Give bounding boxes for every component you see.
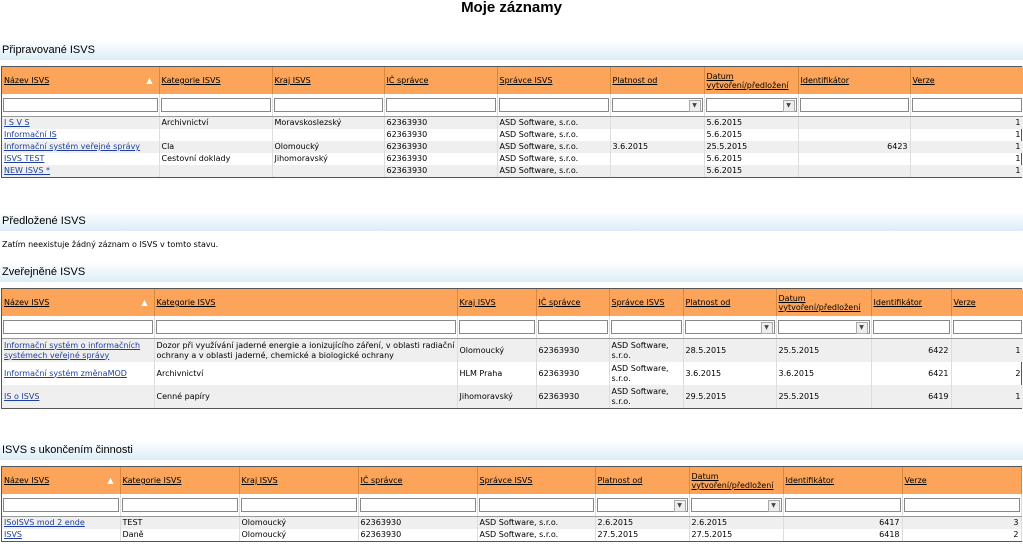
filter-cell	[798, 94, 910, 117]
cell-spravce-isvs: ASD Software, s.r.o.	[497, 153, 610, 165]
filter-cell	[610, 94, 704, 117]
col-header-identifikator[interactable]	[871, 289, 951, 316]
cell-identifikator: 6418	[783, 529, 902, 541]
isvs-name-link[interactable]: Informační systém změnaMOD	[4, 368, 127, 378]
col-header-identifikator[interactable]	[798, 67, 910, 94]
col-header-spravce-isvs[interactable]	[477, 467, 595, 494]
cell-datum-vytvoreni-predlozeni: 5.6.2015	[704, 153, 798, 165]
filter-cell	[477, 494, 595, 517]
filter-input-kategorie-isvs[interactable]	[161, 98, 271, 112]
col-header-nazev-isvs[interactable]	[2, 67, 159, 94]
cell-spravce-isvs: ASD Software, s.r.o.	[609, 385, 683, 408]
col-header-label[interactable]: Kategorie ISVS	[122, 476, 182, 485]
sort-ascending-icon[interactable]: ▲	[141, 298, 148, 307]
col-header-kraj-isvs[interactable]	[272, 67, 384, 94]
cell-identifikator	[798, 153, 910, 165]
table-row	[2, 385, 1023, 408]
filter-cell	[159, 94, 272, 117]
cell-kraj-isvs: Olomoucký	[272, 141, 384, 153]
cell-ic-spravce: 62363930	[384, 141, 497, 153]
cell-datum-vytvoreni-predlozeni: 2.6.2015	[689, 517, 783, 530]
cell-kategorie-isvs: Daně	[120, 529, 239, 541]
cell-kraj-isvs: Olomoucký	[457, 339, 536, 363]
cell-identifikator: 6419	[871, 385, 951, 408]
cell-spravce-isvs: ASD Software, s.r.o.	[609, 339, 683, 363]
cell-kategorie-isvs: Cla	[159, 141, 272, 153]
cell-verze: 1	[910, 141, 1023, 153]
cell-kategorie-isvs: Archivnictví	[154, 362, 457, 385]
published-isvs-grid	[1, 288, 1022, 409]
sort-ascending-icon[interactable]: ▲	[107, 476, 114, 485]
sort-ascending-icon[interactable]: ▲	[146, 76, 153, 85]
cell-platnost-od: 3.6.2015	[610, 141, 704, 153]
col-header-nazev-isvs[interactable]	[2, 289, 154, 316]
cell-verze: 2	[951, 362, 1023, 385]
filter-input-kategorie-isvs[interactable]	[122, 498, 238, 512]
cell-nazev-isvs[interactable]	[2, 362, 154, 385]
chevron-down-icon[interactable]: ▼	[761, 322, 773, 334]
cell-kategorie-isvs: Cestovní doklady	[159, 153, 272, 165]
empty-message: Zatím neexistuje žádný záznam o ISVS v tomto stavu.	[2, 240, 219, 249]
col-header-label[interactable]: Datum vytvoření/předložení	[691, 471, 774, 490]
col-header-label[interactable]: IČ správce	[360, 476, 403, 485]
col-header-kraj-isvs[interactable]	[239, 467, 358, 494]
filter-select-datum-vytvoreni-predlozeni[interactable]	[778, 320, 870, 334]
col-header-datum-vytvoreni-predlozeni[interactable]	[689, 467, 783, 494]
col-header-label[interactable]: Kategorie ISVS	[156, 298, 216, 307]
ended-isvs-grid	[1, 466, 1022, 542]
cell-spravce-isvs: ASD Software, s.r.o.	[497, 129, 610, 141]
section-header-submitted: Předložené ISVS	[0, 211, 1023, 231]
cell-platnost-od	[610, 153, 704, 165]
filter-cell	[154, 316, 457, 339]
table-row	[2, 362, 1023, 385]
cell-verze: 2	[902, 529, 1021, 541]
col-header-label[interactable]: Identifikátor	[800, 76, 850, 85]
cell-ic-spravce: 62363930	[358, 517, 477, 530]
cell-nazev-isvs[interactable]	[2, 385, 154, 408]
cell-spravce-isvs: ASD Software, s.r.o.	[497, 141, 610, 153]
cell-identifikator: 6417	[783, 517, 902, 530]
filter-input-ic-spravce[interactable]	[386, 98, 496, 112]
cell-nazev-isvs[interactable]	[2, 165, 159, 177]
chevron-down-icon[interactable]: ▼	[768, 500, 780, 512]
cell-kategorie-isvs: TEST	[120, 517, 239, 530]
col-header-verze[interactable]	[902, 467, 1021, 494]
cell-datum-vytvoreni-predlozeni: 5.6.2015	[704, 117, 798, 130]
filter-input-ic-spravce[interactable]	[538, 320, 608, 334]
col-header-label[interactable]: Kategorie ISVS	[161, 76, 221, 85]
filter-cell	[609, 316, 683, 339]
col-header-label[interactable]: IČ správce	[538, 298, 581, 307]
cell-spravce-isvs: ASD Software, s.r.o.	[497, 117, 610, 130]
cell-spravce-isvs: ASD Software, s.r.o.	[477, 529, 595, 541]
cell-ic-spravce: 62363930	[384, 117, 497, 130]
col-header-label[interactable]: Správce ISVS	[499, 76, 553, 85]
filter-select-platnost-od[interactable]	[612, 98, 703, 112]
cell-nazev-isvs[interactable]	[2, 117, 159, 130]
col-header-label[interactable]: Datum vytvoření/předložení	[778, 293, 861, 312]
col-header-ic-spravce[interactable]	[358, 467, 477, 494]
col-header-label[interactable]: Platnost od	[612, 76, 658, 85]
page-title: Moje záznamy	[461, 0, 562, 16]
filter-cell	[689, 494, 783, 517]
cell-platnost-od: 29.5.2015	[683, 385, 776, 408]
filter-input-kraj-isvs[interactable]	[274, 98, 383, 112]
cell-ic-spravce: 62363930	[384, 153, 497, 165]
filter-input-kraj-isvs[interactable]	[241, 498, 357, 512]
filter-cell	[704, 94, 798, 117]
col-header-label[interactable]: Správce ISVS	[479, 476, 533, 485]
cell-spravce-isvs: ASD Software, s.r.o.	[477, 517, 595, 530]
col-header-platnost-od[interactable]	[610, 67, 704, 94]
col-header-label[interactable]: Verze	[953, 298, 976, 307]
cell-platnost-od: 2.6.2015	[595, 517, 689, 530]
filter-cell	[384, 94, 497, 117]
cell-kategorie-isvs: Dozor při využívání jaderné energie a ionizujícího záření, v oblasti radiační ochrany a v oblasti jaderné, chemické a biologické ochrany	[154, 339, 457, 363]
filter-cell	[358, 494, 477, 517]
cell-verze: 1	[910, 129, 1023, 141]
isvs-name-link[interactable]: Informační systém o informačních systémech veřejné správy	[4, 340, 141, 360]
filter-input-verze[interactable]	[953, 320, 1022, 334]
filter-select-platnost-od[interactable]	[685, 320, 775, 334]
isvs-name-link[interactable]: Informační systém veřejné správy	[4, 142, 141, 151]
section-header-prepared: Připravované ISVS	[0, 40, 1023, 60]
col-header-label[interactable]: Identifikátor	[785, 476, 835, 485]
cell-datum-vytvoreni-predlozeni: 25.5.2015	[776, 385, 871, 408]
filter-cell	[2, 316, 154, 339]
filter-input-spravce-isvs[interactable]	[479, 498, 594, 512]
table-row	[2, 517, 1021, 530]
cell-platnost-od	[610, 165, 704, 177]
filter-cell	[951, 316, 1023, 339]
col-header-platnost-od[interactable]	[595, 467, 689, 494]
filter-input-ic-spravce[interactable]	[360, 498, 476, 512]
table-row	[2, 153, 1023, 165]
cell-datum-vytvoreni-predlozeni: 5.6.2015	[704, 129, 798, 141]
cell-kraj-isvs: HLM Praha	[457, 362, 536, 385]
section-header-ended: ISVS s ukončením činnosti	[0, 440, 1023, 460]
table-row	[2, 529, 1021, 541]
cell-verze: 1	[910, 153, 1023, 165]
cell-kraj-isvs: Olomoucký	[239, 517, 358, 530]
section-header-published: Zveřejněné ISVS	[0, 262, 1023, 282]
filter-cell	[683, 316, 776, 339]
col-header-label[interactable]: Název ISVS	[4, 76, 50, 85]
isvs-name-link[interactable]: ISoISVS mod 2 ende	[4, 518, 85, 527]
filter-cell	[120, 494, 239, 517]
cell-ic-spravce: 62363930	[536, 339, 609, 363]
cell-kraj-isvs	[272, 129, 384, 141]
table-row	[2, 339, 1023, 363]
isvs-name-link[interactable]: NEW ISVS *	[4, 166, 51, 175]
table-row	[2, 117, 1023, 130]
filter-input-nazev-isvs[interactable]	[3, 320, 153, 334]
col-header-label[interactable]: IČ správce	[386, 76, 429, 85]
col-header-label[interactable]: Verze	[904, 476, 927, 485]
cell-nazev-isvs[interactable]	[2, 517, 120, 530]
filter-select-datum-vytvoreni-predlozeni[interactable]	[691, 498, 782, 512]
cell-platnost-od	[610, 129, 704, 141]
isvs-name-link[interactable]: IS o ISVS	[4, 391, 40, 401]
col-header-label[interactable]: Kraj ISVS	[459, 298, 496, 307]
col-header-label[interactable]: Kraj ISVS	[274, 76, 311, 85]
col-header-datum-vytvoreni-predlozeni[interactable]	[776, 289, 871, 316]
cell-ic-spravce: 62363930	[358, 529, 477, 541]
cell-spravce-isvs: ASD Software, s.r.o.	[609, 362, 683, 385]
col-header-label[interactable]: Identifikátor	[873, 298, 923, 307]
cell-datum-vytvoreni-predlozeni: 25.5.2015	[776, 339, 871, 363]
prepared-isvs-grid	[1, 66, 1022, 178]
cell-verze: 1	[951, 385, 1023, 408]
col-header-label[interactable]: Verze	[912, 76, 935, 85]
chevron-down-icon[interactable]: ▼	[689, 100, 701, 112]
cell-kraj-isvs	[272, 165, 384, 177]
cell-kategorie-isvs: Archivnictví	[159, 117, 272, 130]
col-header-datum-vytvoreni-predlozeni[interactable]	[704, 67, 798, 94]
filter-cell	[497, 94, 610, 117]
col-header-verze[interactable]	[951, 289, 1023, 316]
isvs-name-link[interactable]: ISVS TEST	[4, 154, 45, 163]
cell-kraj-isvs: Jihomoravský	[272, 153, 384, 165]
cell-kraj-isvs: Olomoucký	[239, 529, 358, 541]
col-header-label[interactable]: Název ISVS	[4, 476, 50, 485]
cell-ic-spravce: 62363930	[384, 165, 497, 177]
filter-input-identifikator[interactable]	[800, 98, 909, 112]
filter-cell	[2, 94, 159, 117]
filter-input-kategorie-isvs[interactable]	[156, 320, 456, 334]
col-header-kategorie-isvs[interactable]	[159, 67, 272, 94]
filter-cell	[783, 494, 902, 517]
col-header-ic-spravce[interactable]	[536, 289, 609, 316]
col-header-identifikator[interactable]	[783, 467, 902, 494]
filter-cell	[871, 316, 951, 339]
filter-cell	[776, 316, 871, 339]
col-header-label[interactable]: Kraj ISVS	[241, 476, 278, 485]
col-header-nazev-isvs[interactable]	[2, 467, 120, 494]
filter-cell	[457, 316, 536, 339]
filter-input-verze[interactable]	[912, 98, 1022, 112]
filter-cell	[536, 316, 609, 339]
col-header-kategorie-isvs[interactable]	[154, 289, 457, 316]
chevron-down-icon[interactable]: ▼	[674, 500, 686, 512]
cell-identifikator: 6421	[871, 362, 951, 385]
cell-platnost-od	[610, 117, 704, 130]
filter-input-kraj-isvs[interactable]	[459, 320, 535, 334]
filter-input-verze[interactable]	[904, 498, 1020, 512]
filter-cell	[595, 494, 689, 517]
col-header-ic-spravce[interactable]	[384, 67, 497, 94]
filter-input-identifikator[interactable]	[873, 320, 950, 334]
isvs-name-link[interactable]: Informační IS	[4, 130, 57, 139]
cell-platnost-od: 27.5.2015	[595, 529, 689, 541]
col-header-label[interactable]: Správce ISVS	[611, 298, 665, 307]
cell-nazev-isvs[interactable]	[2, 153, 159, 165]
filter-input-identifikator[interactable]	[785, 498, 901, 512]
filter-cell	[239, 494, 358, 517]
cell-identifikator: 6423	[798, 141, 910, 153]
cell-nazev-isvs[interactable]	[2, 339, 154, 363]
filter-input-spravce-isvs[interactable]	[499, 98, 609, 112]
cell-spravce-isvs: ASD Software, s.r.o.	[497, 165, 610, 177]
table-row	[2, 129, 1023, 141]
cell-datum-vytvoreni-predlozeni: 5.6.2015	[704, 165, 798, 177]
cell-verze: 1	[910, 165, 1023, 177]
cell-identifikator	[798, 129, 910, 141]
col-header-spravce-isvs[interactable]	[497, 67, 610, 94]
isvs-name-link[interactable]: I S V S	[4, 118, 30, 127]
cell-datum-vytvoreni-predlozeni: 27.5.2015	[689, 529, 783, 541]
filter-input-spravce-isvs[interactable]	[611, 320, 682, 334]
table-row	[2, 165, 1023, 177]
cell-nazev-isvs[interactable]	[2, 129, 159, 141]
filter-cell	[902, 494, 1021, 517]
col-header-label[interactable]: Platnost od	[685, 298, 731, 307]
cell-verze: 1	[951, 339, 1023, 363]
filter-select-platnost-od[interactable]	[597, 498, 688, 512]
cell-identifikator	[798, 117, 910, 130]
chevron-down-icon[interactable]: ▼	[783, 100, 795, 112]
chevron-down-icon[interactable]: ▼	[856, 322, 868, 334]
cell-nazev-isvs[interactable]	[2, 141, 159, 153]
cell-datum-vytvoreni-predlozeni: 25.5.2015	[704, 141, 798, 153]
filter-input-nazev-isvs[interactable]	[3, 498, 119, 512]
filter-input-nazev-isvs[interactable]	[3, 98, 158, 112]
col-header-spravce-isvs[interactable]	[609, 289, 683, 316]
col-header-label[interactable]: Název ISVS	[4, 298, 50, 307]
cell-kraj-isvs: Moravskoslezský	[272, 117, 384, 130]
cell-nazev-isvs[interactable]	[2, 529, 120, 541]
filter-select-datum-vytvoreni-predlozeni[interactable]	[706, 98, 797, 112]
cell-identifikator: 6422	[871, 339, 951, 363]
col-header-kategorie-isvs[interactable]	[120, 467, 239, 494]
filter-cell	[910, 94, 1023, 117]
cell-ic-spravce: 62363930	[384, 129, 497, 141]
table-row	[2, 141, 1023, 153]
filter-cell	[2, 494, 120, 517]
col-header-label[interactable]: Datum vytvoření/předložení	[706, 71, 789, 90]
filter-cell	[272, 94, 384, 117]
col-header-verze[interactable]	[910, 67, 1023, 94]
col-header-kraj-isvs[interactable]	[457, 289, 536, 316]
cell-identifikator	[798, 165, 910, 177]
col-header-label[interactable]: Platnost od	[597, 476, 643, 485]
cell-kategorie-isvs	[159, 165, 272, 177]
cell-kategorie-isvs: Cenné papíry	[154, 385, 457, 408]
cell-verze: 1	[910, 117, 1023, 130]
cell-kategorie-isvs	[159, 129, 272, 141]
cell-platnost-od: 3.6.2015	[683, 362, 776, 385]
cell-kraj-isvs: Jihomoravský	[457, 385, 536, 408]
cell-verze: 3	[902, 517, 1021, 530]
isvs-name-link[interactable]: ISVS	[4, 530, 22, 539]
col-header-platnost-od[interactable]	[683, 289, 776, 316]
cell-datum-vytvoreni-predlozeni: 3.6.2015	[776, 362, 871, 385]
cell-ic-spravce: 62363930	[536, 385, 609, 408]
cell-ic-spravce: 62363930	[536, 362, 609, 385]
cell-platnost-od: 28.5.2015	[683, 339, 776, 363]
